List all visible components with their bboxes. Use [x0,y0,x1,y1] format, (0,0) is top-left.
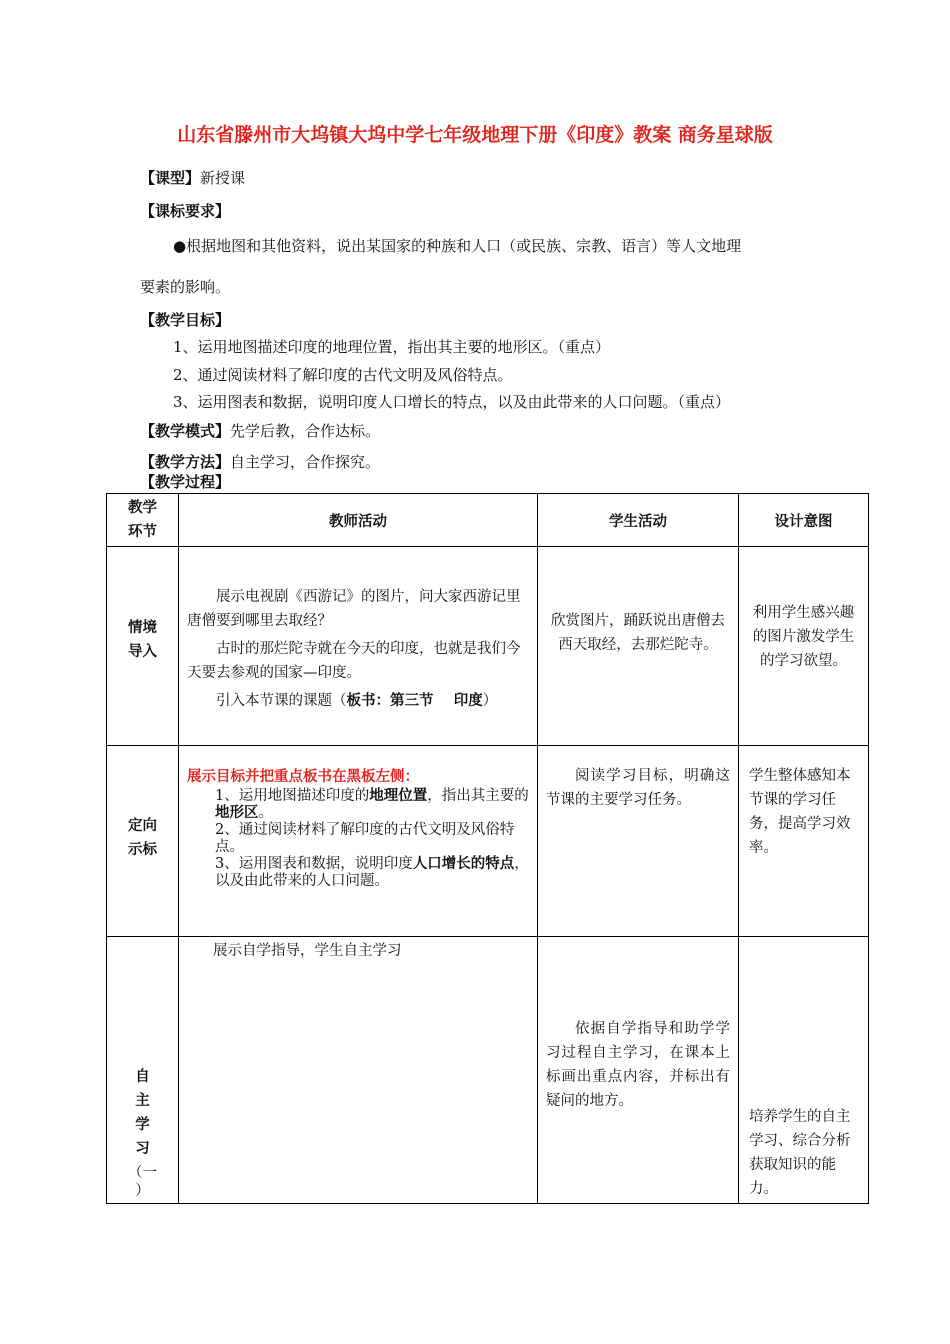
table-row [107,937,869,1204]
mode-line [140,421,380,441]
teacher-activity-cell: 展示自学指导，学生自主学习 [179,937,538,1204]
goal-item-2: 2、通过阅读材料了解印度的古代文明及风俗特点。 [173,366,513,384]
header-stage: 教学 环节 [107,494,179,547]
table-row [107,746,869,937]
design-intent-cell: 利用学生感兴趣的图片激发学生的学习欲望。 [739,547,869,746]
teacher-heading: 展示目标并把重点板书在黑板左侧： [187,769,419,785]
teacher-goal-2: 2、通过阅读材料了解印度的古代文明及风俗特点。 [215,822,515,855]
stage-cell: 情境 导入 [107,547,179,746]
goal-item-3: 3、运用图表和数据，说明印度人口增长的特点，以及由此带来的人口问题。（重点） [173,393,731,411]
teaching-process-table [106,493,869,1204]
teacher-paragraph: 古时的那烂陀寺就在今天的印度，也就是我们今天要去参观的国家—印度。 [187,641,521,681]
design-intent-cell: 学生整体感知本节课的学习任务，提高学习效率。 [739,746,869,937]
header-intent: 设计意图 [739,494,869,547]
teacher-goal-3: 3、运用图表和数据，说明印度人口增长的特点，以及由此带来的人口问题。 [215,856,529,889]
table-row [107,547,869,746]
header-teacher: 教师活动 [179,494,538,547]
course-type-value: 新授课 [200,169,246,187]
student-activity-cell: 欣赏图片，踊跃说出唐僧去西天取经，去那烂陀寺。 [538,547,739,746]
process-label: 【教学过程】 [140,473,231,491]
design-intent-cell: 培养学生的自主学习、综合分析获取知识的能力。 [739,937,869,1204]
course-type-line [140,168,245,188]
method-label: 【教学方法】 [140,453,231,471]
mode-label: 【教学模式】 [140,422,231,440]
teacher-goal-1: 1、运用地图描述印度的地理位置，指出其主要的地形区。 [215,788,529,821]
goal-item-1: 1、运用地图描述印度的地理位置，指出其主要的地形区。（重点） [173,338,611,356]
mode-value: 先学后教，合作达标。 [230,422,381,440]
student-activity-cell: 依据自学指导和助学学习过程自主学习，在课本上标画出重点内容，并标出有疑问的地方。 [538,937,739,1204]
method-value: 自主学习，合作探究。 [230,453,381,471]
standard-label: 【课标要求】 [140,202,231,220]
teacher-activity-cell [179,547,538,746]
student-activity-cell: 阅读学习目标，明确这节课的主要学习任务。 [538,746,739,937]
stage-cell: 定向 示标 [107,746,179,937]
goals-label: 【教学目标】 [140,311,231,329]
teacher-paragraph: 引入本节课的课题（板书：第三节 印度） [216,693,498,709]
standard-line-1: ●根据地图和其他资料，说出某国家的种族和人口（或民族、宗教、语言）等人文地理 [173,237,742,255]
course-type-label: 【课型】 [140,169,201,187]
table-header-row [107,494,869,547]
method-line [140,452,380,472]
teacher-activity-cell [179,746,538,937]
teacher-paragraph: 展示电视剧《西游记》的图片，问大家西游记里唐僧要到哪里去取经？ [187,589,521,629]
standard-line-2: 要素的影响。 [140,278,231,296]
header-student: 学生活动 [538,494,739,547]
document-title: 山东省滕州市大坞镇大坞中学七年级地理下册《印度》教案 商务星球版 [177,124,773,146]
stage-cell: 自 主 学 习 （一 ） [107,937,179,1204]
